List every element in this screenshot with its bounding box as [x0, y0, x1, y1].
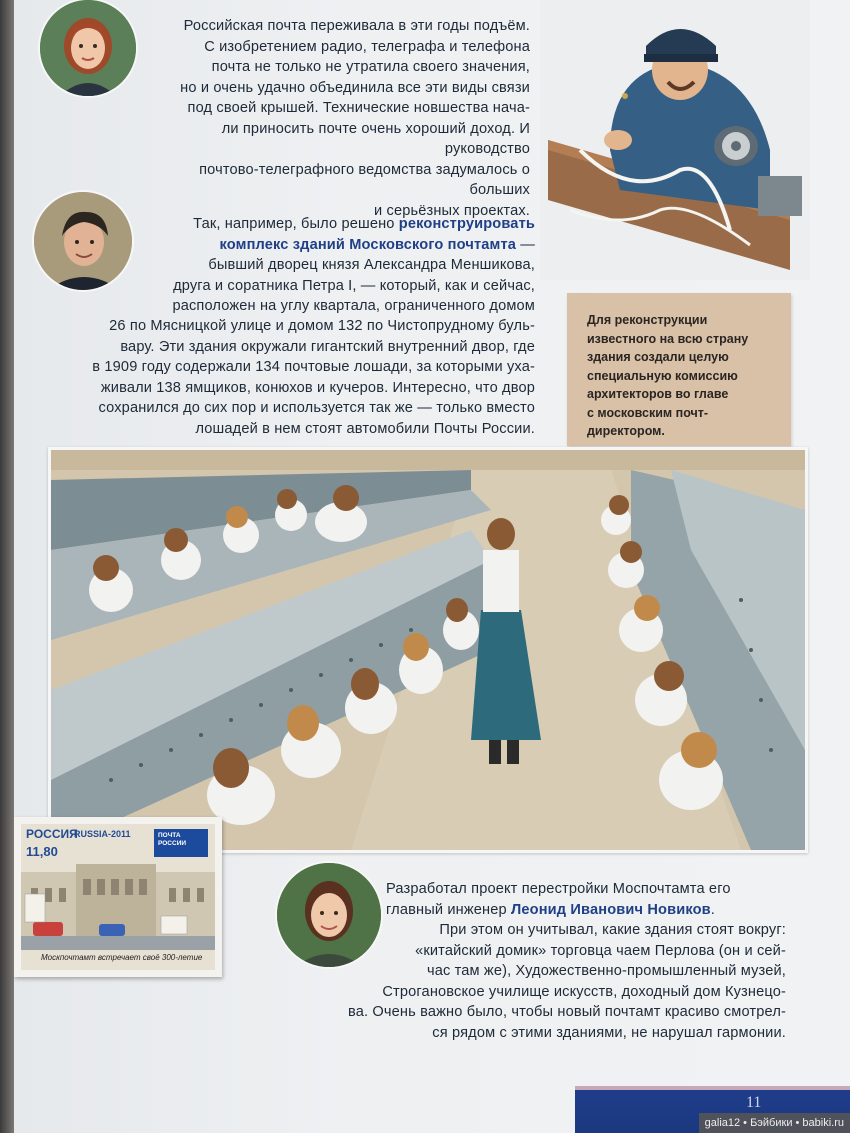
logo-text: ПОЧТА РОССИИ — [158, 832, 187, 847]
stamp-value: 11,80 — [26, 844, 58, 859]
text-line: Российская почта переживала в эти годы подъём. — [183, 18, 530, 34]
note-line: здания создали целую — [587, 350, 729, 364]
text-line: ся рядом с этими зданиями, не нарушал гармонии. — [432, 1024, 786, 1041]
text-line: С изобретением радио, телеграфа и телефона — [204, 38, 530, 55]
note-line: архитекторов во главе — [587, 387, 729, 401]
text-line: почта не только не утратила своего значения, — [211, 59, 530, 75]
stamp-caption: Москпочтамт встречает своё 300-летие — [41, 953, 203, 962]
highlight-post-office-complex: комплекс зданий Московского почтамта — [219, 236, 517, 253]
paragraph-engineer — [386, 879, 786, 920]
note-text — [587, 311, 783, 441]
text-line: Разработал проект перестройки Моспочтамта его — [386, 881, 731, 897]
note-line: специальную комиссию — [587, 368, 738, 383]
footer-accent-stripe — [575, 1086, 850, 1090]
text-line: под своей крышей. Технические новшества нача- — [187, 100, 530, 116]
page-number: 11 — [746, 1094, 762, 1111]
book-page — [14, 0, 850, 1133]
paragraph-reconstruction — [144, 214, 535, 317]
text-line: 26 по Мясницкой улице и домом 132 по Чистопрудному буль- — [109, 318, 535, 334]
text-run: главный инженер — [386, 901, 511, 918]
switchboard-scene-icon — [51, 450, 805, 850]
text-line: но и очень удачно объединила все эти виды связи — [180, 79, 530, 96]
switchboard-operators-illustration — [48, 447, 808, 853]
text-line: живали 138 ямщиков, конюхов и кучеров. Интересно, что двор — [100, 379, 535, 396]
note-box — [567, 293, 791, 446]
text-line: Строгановское училище искусств, доходный дом Кузнецо- — [382, 983, 786, 1000]
russian-post-logo — [154, 829, 208, 857]
text-line: бывший дворец князя Александра Меншикова, — [208, 257, 535, 273]
highlight-reconstruct: реконструировать — [398, 216, 535, 232]
text-line: и серьёзных проектах. — [374, 202, 530, 219]
text-line: ва. Очень важно было, чтобы новый почтамт красиво смотрел- — [348, 1004, 786, 1020]
text-line: сохранился до сих пор и используется так же — только вместо — [98, 400, 535, 416]
watermark-credit: galia12 • Бэйбики • babiki.ru — [699, 1113, 850, 1133]
stamp-country: РОССИЯ — [26, 827, 78, 841]
text-line: «китайский домик» торговца чаем Перлова (он и сей- — [415, 942, 786, 959]
note-line: с московским почт- — [587, 405, 709, 420]
note-line: директором. — [587, 424, 665, 438]
text-line: в 1909 году содержали 134 почтовые лошади, за которыми уха- — [92, 359, 535, 375]
text-line: час там же), Художественно-промышленный музей, — [426, 963, 786, 979]
avatar-girl-red-hair — [38, 0, 138, 98]
note-line: известного на всю страну — [587, 331, 749, 346]
text-run: Так, например, было решено — [193, 216, 399, 232]
stamp-year: RUSSIA-2011 — [74, 829, 131, 839]
text-line: ли приносить почте очень хороший доход. И руководство — [221, 120, 530, 157]
portrait-man-icon — [34, 192, 132, 290]
postage-stamp — [14, 817, 222, 977]
stamp-artwork — [21, 824, 215, 970]
avatar-young-man — [32, 190, 134, 292]
portrait-girl-icon — [40, 0, 136, 96]
text-line — [386, 900, 786, 921]
highlight-engineer-name: Леонид Иванович Новиков — [510, 901, 711, 918]
note-line: Для реконструкции — [587, 313, 708, 327]
book-binding — [0, 0, 14, 1133]
telegraph-operator-illustration — [540, 0, 810, 280]
paragraph-engineer-cont — [314, 920, 786, 1002]
text-line — [144, 235, 535, 256]
text-line: лошадей в нем стоят автомобили Почты России. — [195, 420, 535, 437]
paragraph-reconstruction-cont — [22, 316, 535, 439]
text-line — [144, 214, 535, 235]
text-line: расположен на углу квартала, ограниченного домом — [172, 298, 535, 314]
text-run: — — [516, 236, 535, 253]
text-line: При этом он учитывал, какие здания стоят вокруг: — [439, 922, 786, 938]
text-line: вару. Эти здания окружали гигантский внутренний двор, где — [120, 338, 535, 355]
text-line: друга и соратника Петра I, — который, как и сейчас, — [173, 277, 535, 294]
paragraph-intro — [144, 16, 530, 221]
text-run: . — [710, 901, 716, 918]
text-line: почтово-телеграфного ведомства задумалось о больших — [199, 161, 530, 198]
paragraph-engineer-end — [214, 1002, 786, 1043]
